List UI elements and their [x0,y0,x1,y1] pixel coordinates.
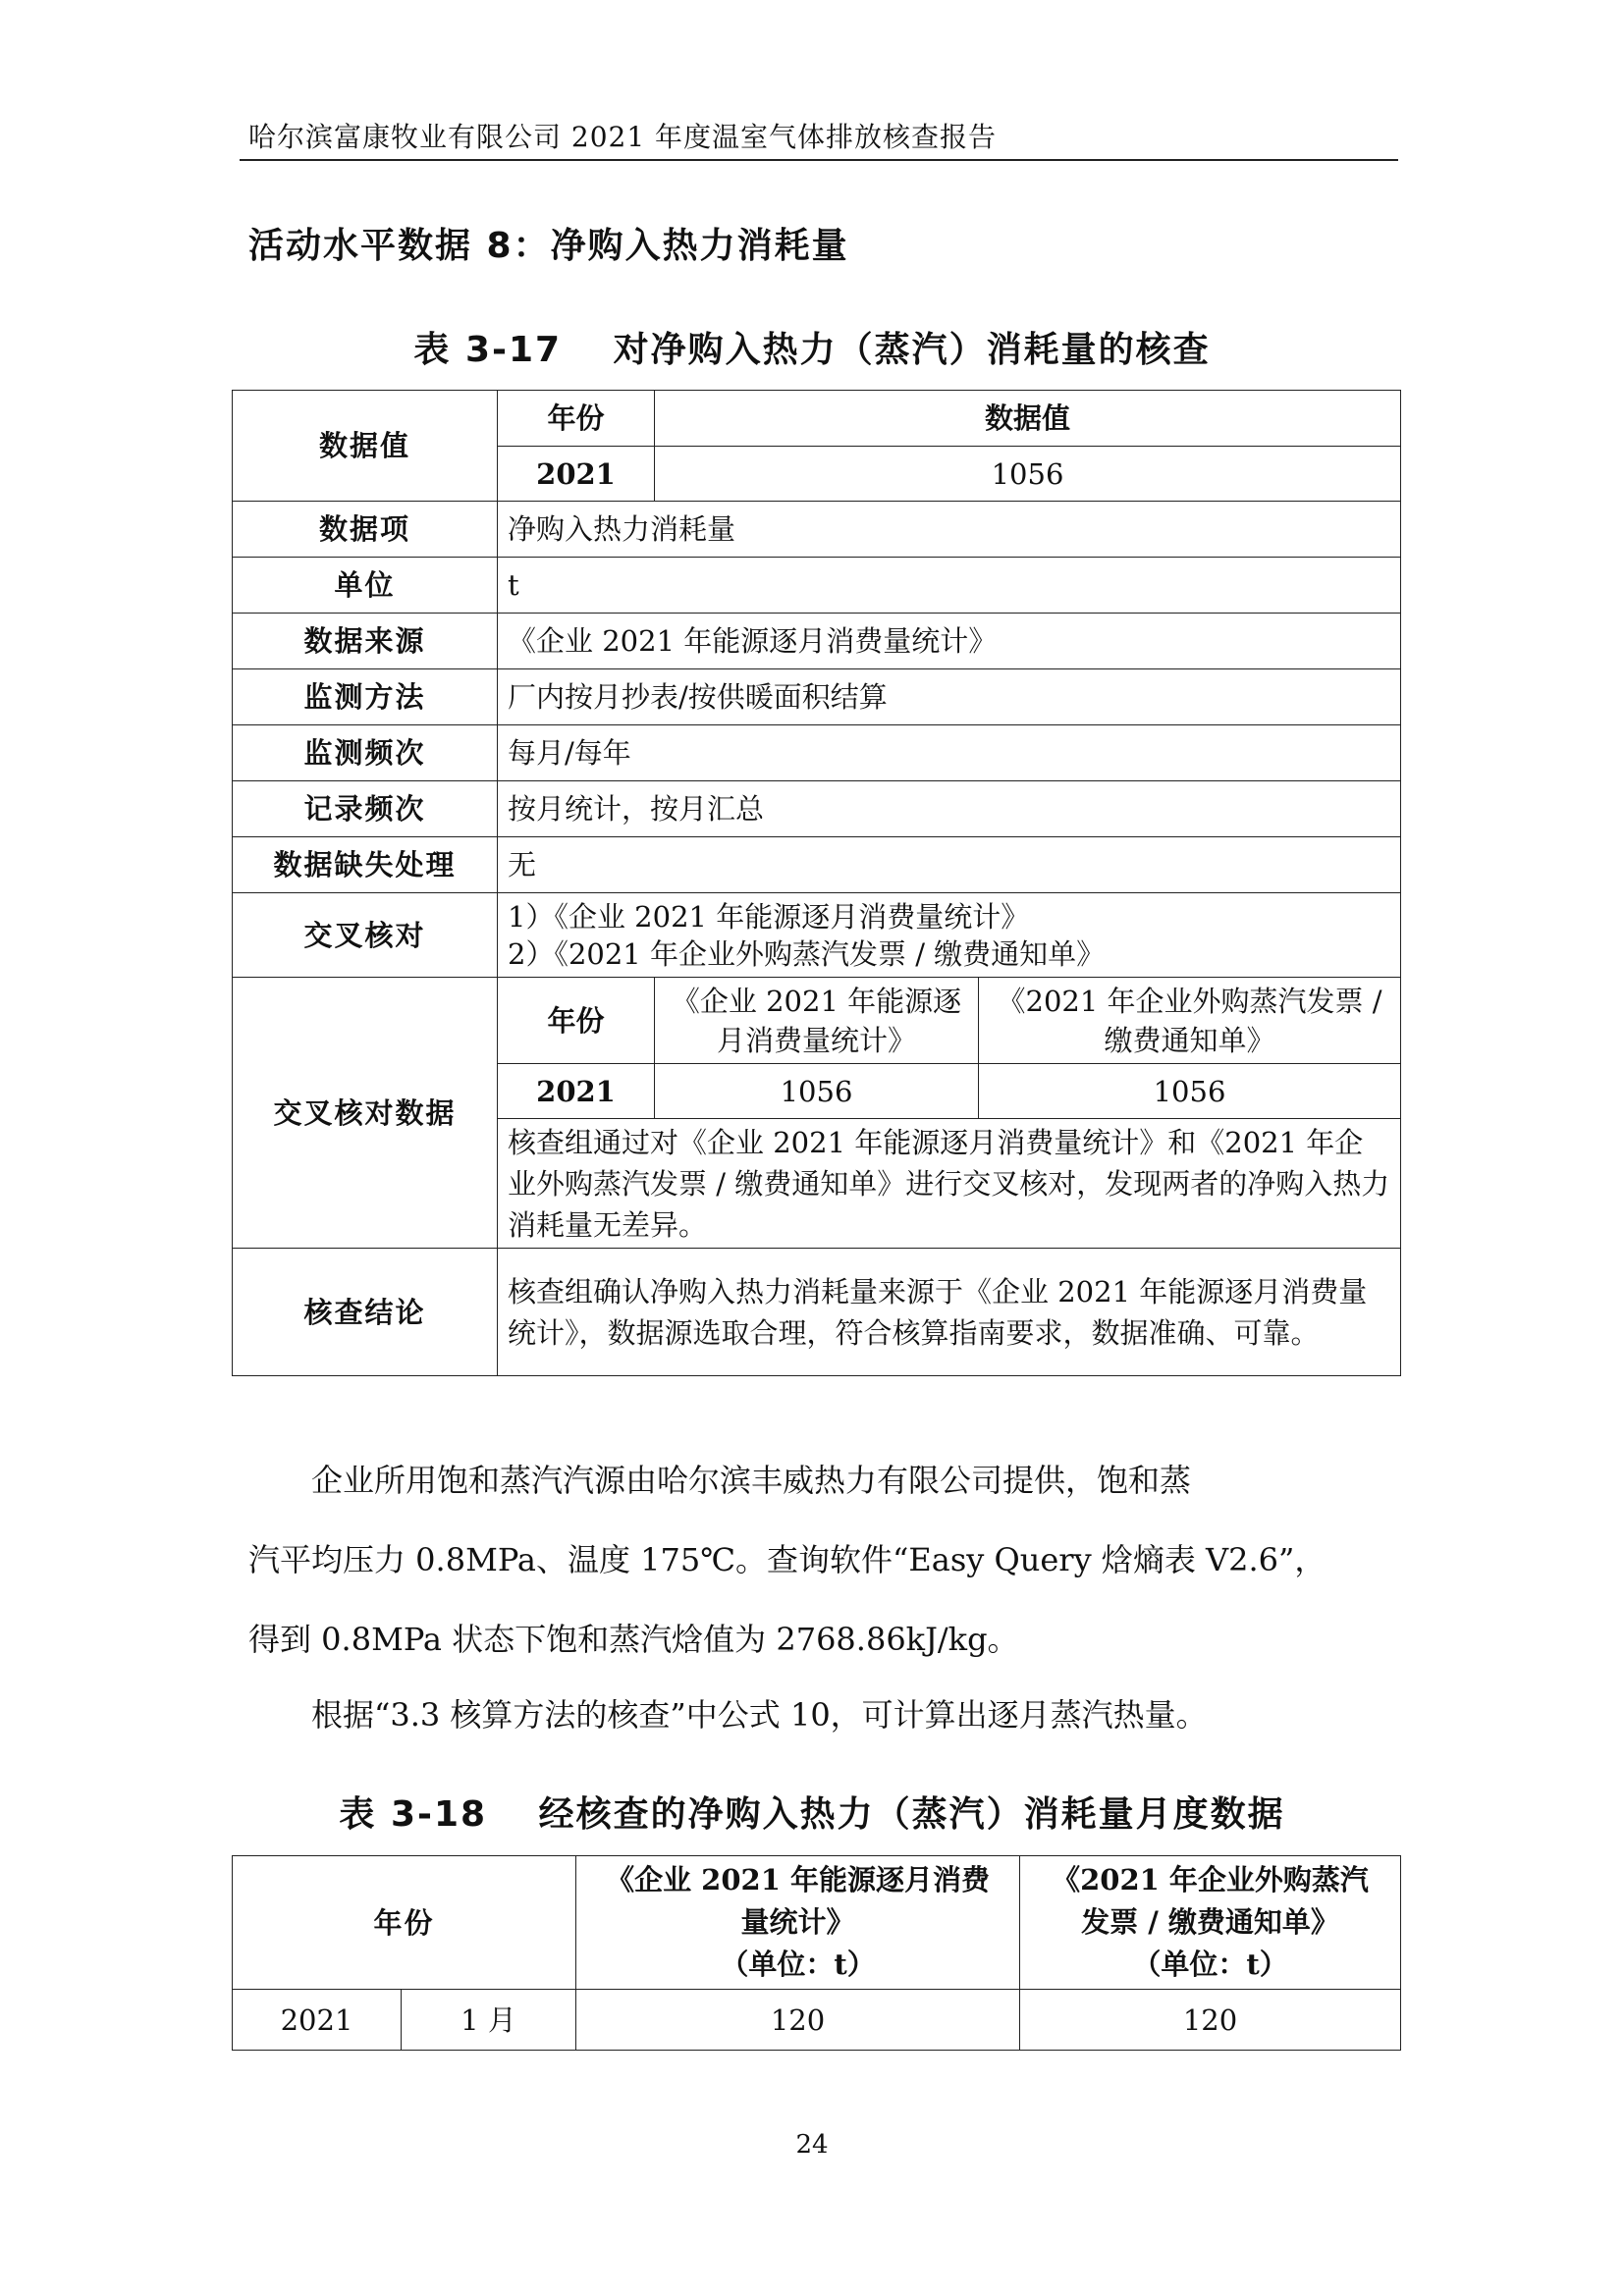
cross-check-source-2: 2）《2021 年企业外购蒸汽发票 / 缴费通知单》 [508,936,1106,971]
monthly-col1-header [576,1856,1020,1990]
monthly-year-cell: 2021 [233,1990,402,2051]
month-year-header: 年份 [233,1856,576,1990]
row-label: 记录频次 [233,781,498,837]
cross-col2-header: 《2021 年企业外购蒸汽发票 / 缴费通知单》 [979,978,1401,1064]
row-label: 监测频次 [233,725,498,781]
cross-year-cell: 2021 [498,1064,655,1119]
conclusion-label: 核查结论 [233,1249,498,1376]
row-value: 《企业 2021 年能源逐月消费量统计》 [498,614,1401,669]
paragraph-line: 企业所用饱和蒸汽汽源由哈尔滨丰威热力有限公司提供，饱和蒸 [311,1462,1192,1499]
row-value: t [498,558,1401,614]
year-header: 年份 [498,391,655,447]
monthly-col2-value: 120 [1020,1990,1401,2051]
cross-check-note: 核查组通过对《企业 2021 年能源逐月消费量统计》和《2021 年企业外购蒸汽发票 / 缴费通知单》进行交叉核对，发现两者的净购入热力消耗量无差异。 [498,1119,1401,1249]
cross-year-header: 年份 [498,978,655,1064]
unit-line: （单位：t） [1132,1948,1288,1981]
cross-check-sources [498,893,1401,978]
cross-col1-header: 《企业 2021 年能源逐月消费量统计》 [655,978,979,1064]
paragraph-line: 汽平均压力 0.8MPa、温度 175℃。查询软件“Easy Query 焓熵表 V2.6”， [248,1541,1326,1578]
year-cell: 2021 [498,447,655,502]
row-label: 数据来源 [233,614,498,669]
header-line: 量统计》 [740,1905,855,1939]
conclusion-text: 核查组确认净购入热力消耗量来源于《企业 2021 年能源逐月消费量统计》，数据源选取合理，符合核算指南要求，数据准确、可靠。 [498,1249,1401,1376]
row-label: 单位 [233,558,498,614]
paragraph-line: 得到 0.8MPa 状态下饱和蒸汽焓值为 2768.86kJ/kg。 [248,1621,1019,1658]
row-value: 每月/每年 [498,725,1401,781]
row-value: 净购入热力消耗量 [498,502,1401,558]
page-number: 24 [795,2130,829,2160]
steam-source-paragraph [248,1441,1399,1680]
row-value: 按月统计，按月汇总 [498,781,1401,837]
cross-col2-value: 1056 [979,1064,1401,1119]
unit-line: （单位：t） [720,1948,876,1981]
page-header: 哈尔滨富康牧业有限公司 2021 年度温室气体排放核查报告 [248,121,998,153]
verification-table [232,390,1401,1376]
header-rule [240,159,1398,161]
data-value-label: 数据值 [233,391,498,502]
section-title: 活动水平数据 8：净购入热力消耗量 [248,226,849,266]
row-label: 监测方法 [233,669,498,725]
value-header: 数据值 [655,391,1401,447]
row-value: 厂内按月抄表/按供暖面积结算 [498,669,1401,725]
cross-col1-value: 1056 [655,1064,979,1119]
monthly-month-cell: 1 月 [402,1990,576,2051]
monthly-data-table [232,1855,1401,2051]
header-line: 《2021 年企业外购蒸汽 [1052,1863,1369,1896]
cross-check-label: 交叉核对 [233,893,498,978]
header-line: 《企业 2021 年能源逐月消费 [606,1863,990,1896]
cross-check-data-label: 交叉核对数据 [233,978,498,1249]
table1-caption: 表 3-17 对净购入热力（蒸汽）消耗量的核查 [413,330,1211,370]
table2-caption: 表 3-18 经核查的净购入热力（蒸汽）消耗量月度数据 [339,1794,1285,1835]
cross-check-source-1: 1）《企业 2021 年能源逐月消费量统计》 [508,899,1030,934]
row-label: 数据缺失处理 [233,837,498,893]
monthly-col1-value: 120 [576,1990,1020,2051]
header-line: 发票 / 缴费通知单》 [1081,1905,1339,1939]
formula-paragraph: 根据“3.3 核算方法的核查”中公式 10，可计算出逐月蒸汽热量。 [311,1696,1208,1734]
value-cell: 1056 [655,447,1401,502]
monthly-col2-header [1020,1856,1401,1990]
row-label: 数据项 [233,502,498,558]
row-value: 无 [498,837,1401,893]
